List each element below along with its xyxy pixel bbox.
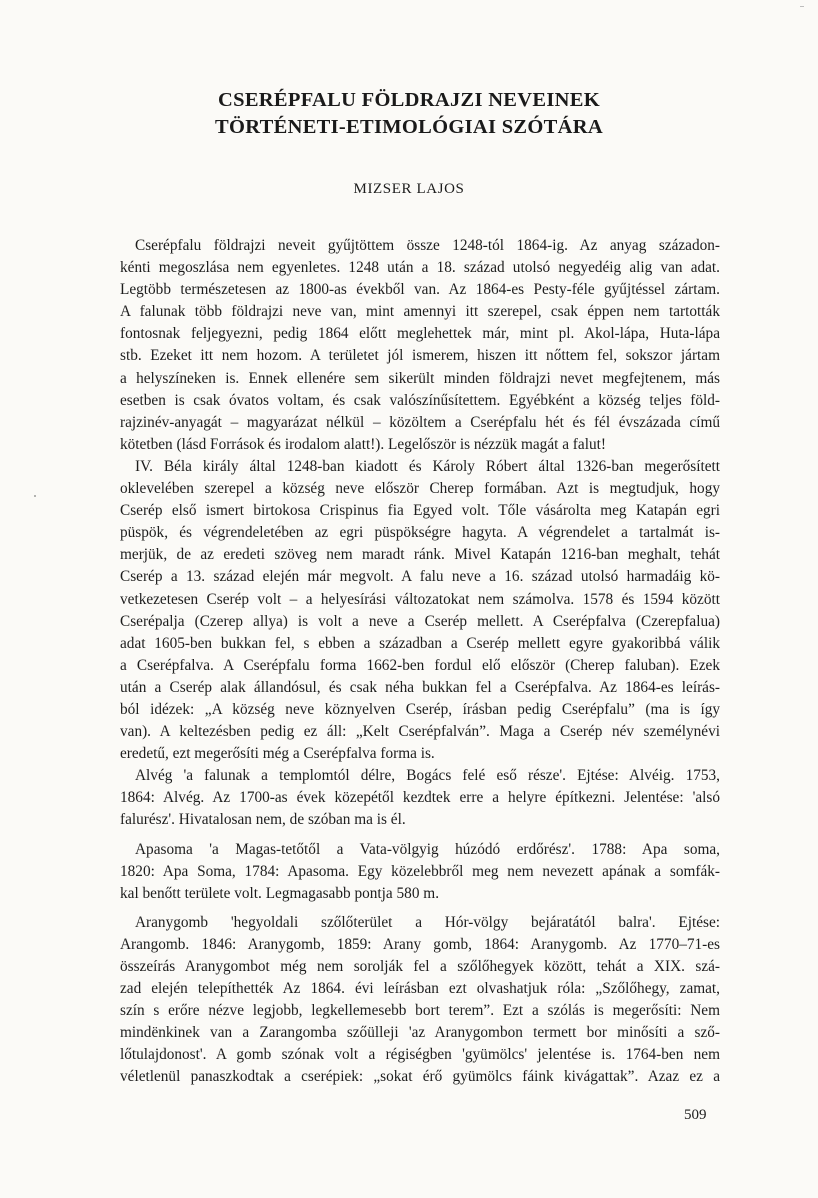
text-line: van). A keltezésben pedig ez áll: „Kelt Cserépfalván”. Maga a Cserép név személynévi: [120, 723, 720, 741]
title-line-2: TÖRTÉNETI-ETIMOLÓGIAI SZÓTÁRA: [215, 116, 603, 138]
corner-mark: [800, 6, 804, 7]
text-line: Arangomb. 1846: Aranygomb, 1859: Arany gomb, 1864: Aranygomb. Az 1770–71-es: [120, 935, 720, 953]
text-line: Legtöbb természetesen az 1800-as évekből van. Az 1864-es Pesty-féle gyűjtéssel zártam.: [120, 281, 720, 299]
text-line: adat 1605-ben bukkan fel, s ebben a században a Cserép mellett egyre gyakoribbá válik: [120, 634, 720, 652]
text-line: Cserép a 13. század elején már megvolt. A falu neve a 16. század utolsó harmadáig kö-: [120, 568, 720, 586]
entry-gap: [120, 905, 720, 912]
text-line: szín s erőre nézve legjobb, legkellemesebb bort terem”. Ezt a szólás is megerősíti: Nem: [120, 1002, 720, 1020]
text-line: 1820: Apa Soma, 1784: Apasoma. Egy közelebbről meg nem nevezett apának a somfák-: [120, 862, 720, 880]
text-line: kénti megoszlása nem egyenletes. 1248 után a 18. század utolsó negyedéig alig van adat.: [120, 259, 720, 277]
text-line: fontosnak feljegyezni, pedig 1864 előtt meglehettek már, mint pl. Akol-lápa, Huta-lápa: [120, 325, 720, 343]
text-line: a helyszíneken is. Ennek ellenére sem sikerült minden földrajzi nevet megfejtenem, más: [120, 369, 720, 387]
text-line: lőtulajdonost'. A gomb szónak volt a régiségben 'gyümölcs' jelentése is. 1764-ben nem: [120, 1046, 720, 1064]
page-number: 509: [684, 1107, 707, 1123]
text-line: után a Cserép alak állandósul, és csak néha bukkan fel a Cserépfalva. Az 1864-es leírás-: [120, 678, 720, 696]
text-line: püspök, és végrendeletében az egri püspökségre hagyta. A végrendelet a tartalmát is-: [120, 524, 720, 542]
text-line: Cserépalja (Czerep allya) is volt a neve a Cserép mellett. A Cserépfalva (Czerepfalua): [120, 612, 720, 630]
entry-gap: [120, 832, 720, 839]
text-line: mindënkinek van a Zarangomba szőülleji 'az Aranygombon termett bor minősíti a sző-: [120, 1024, 720, 1042]
article-title: [0, 87, 818, 141]
text-line: véletlenül panaszkodtak a cserépiek: „sokat érő gyümölcs fáink kivágattak”. Azaz ez a: [120, 1068, 720, 1086]
title-line-1: CSERÉPFALU FÖLDRAJZI NEVEINEK: [218, 89, 600, 111]
text-line: ból idézek: „A község neve köznyelven Cserép, írásban pedig Cserépfalu” (ma is így: [120, 700, 720, 718]
text-line: összeírás Aranygombot még nem sorolják fel a szőlőhegyek között, tehát a XIX. szá-: [120, 958, 720, 975]
text-line: zad elején telepíthették Az 1864. évi leírásban ezt olvashatjuk róla: „Szőlőhegy, zamat,: [120, 980, 720, 998]
text-line: stb. Ezeket itt nem hozom. A területet jól ismerem, hiszen itt nőttem fel, sokszor jártam: [120, 347, 720, 365]
text-line: vetkezetesen Cserép volt – a helyesírási változatokat nem számolva. 1578 és 1594 között: [120, 590, 720, 608]
margin-mark: [34, 495, 36, 497]
text-line: Cserép első ismert birtokosa Crispinus fia Egyed volt. Tőle vásárolta meg Katapán egri: [120, 502, 720, 520]
text-line: eredetű, ezt megerősíti még a Cserépfalva forma is.: [120, 745, 435, 763]
text-line: falurész'. Hivatalosan nem, de szóban ma is él.: [120, 811, 406, 829]
text-line: kal benőtt területe volt. Legmagasabb pontja 580 m.: [120, 884, 440, 902]
text-line: kötetben (lásd Források és irodalom alatt!). Legelőször is nézzük magát a falut!: [120, 435, 606, 453]
text-line: 1864: Alvég. Az 1700-as évek közepétől kezdtek erre a helyre építkezni. Jelentése: 'alsó: [120, 789, 720, 807]
text-line: Aranygomb 'hegyoldali szőlőterület a Hór-völgy bejáratától balra'. Ejtése:: [135, 913, 720, 931]
text-line: Cserépfalu földrajzi neveit gyűjtöttem össze 1248-tól 1864-ig. Az anyag századon-: [135, 237, 720, 254]
text-line: a Cserépfalva. A Cserépfalu forma 1662-ben fordul elő először (Cherep faluban). Ezek: [120, 656, 720, 674]
text-line: IV. Béla király által 1248-ban kiadott és Károly Róbert által 1326-ban megerősített: [135, 457, 720, 475]
text-line: A falunak több földrajzi neve van, mint amennyi itt szerepel, csak éppen nem tartották: [120, 303, 720, 321]
author-name: MIZSER LAJOS: [353, 181, 465, 197]
text-line: Apasoma 'a Magas-tetőtől a Vata-völgyig húzódó erdőrész'. 1788: Apa soma,: [135, 840, 720, 858]
text-line: rajzinév-anyagát – magyarázat nélkül – közöltem a Cserépfalu hét és fél évszázada című: [120, 413, 720, 431]
article-body: [120, 235, 720, 1089]
text-line: esetben is csak óvatos voltam, és csak valószínűsítettem. Egyébként a község teljes föld-: [120, 391, 720, 409]
text-line: oklevelében szerepel a község neve először Cherep formában. Azt is megtudjuk, hogy: [120, 480, 720, 498]
text-line: merjük, de az eredeti szöveg nem maradt ránk. Mivel Katapán 1216-ban meghalt, tehát: [120, 546, 720, 564]
text-line: Alvég 'a falunak a templomtól délre, Bogács felé eső része'. Ejtése: Alvéig. 1753,: [135, 767, 720, 785]
